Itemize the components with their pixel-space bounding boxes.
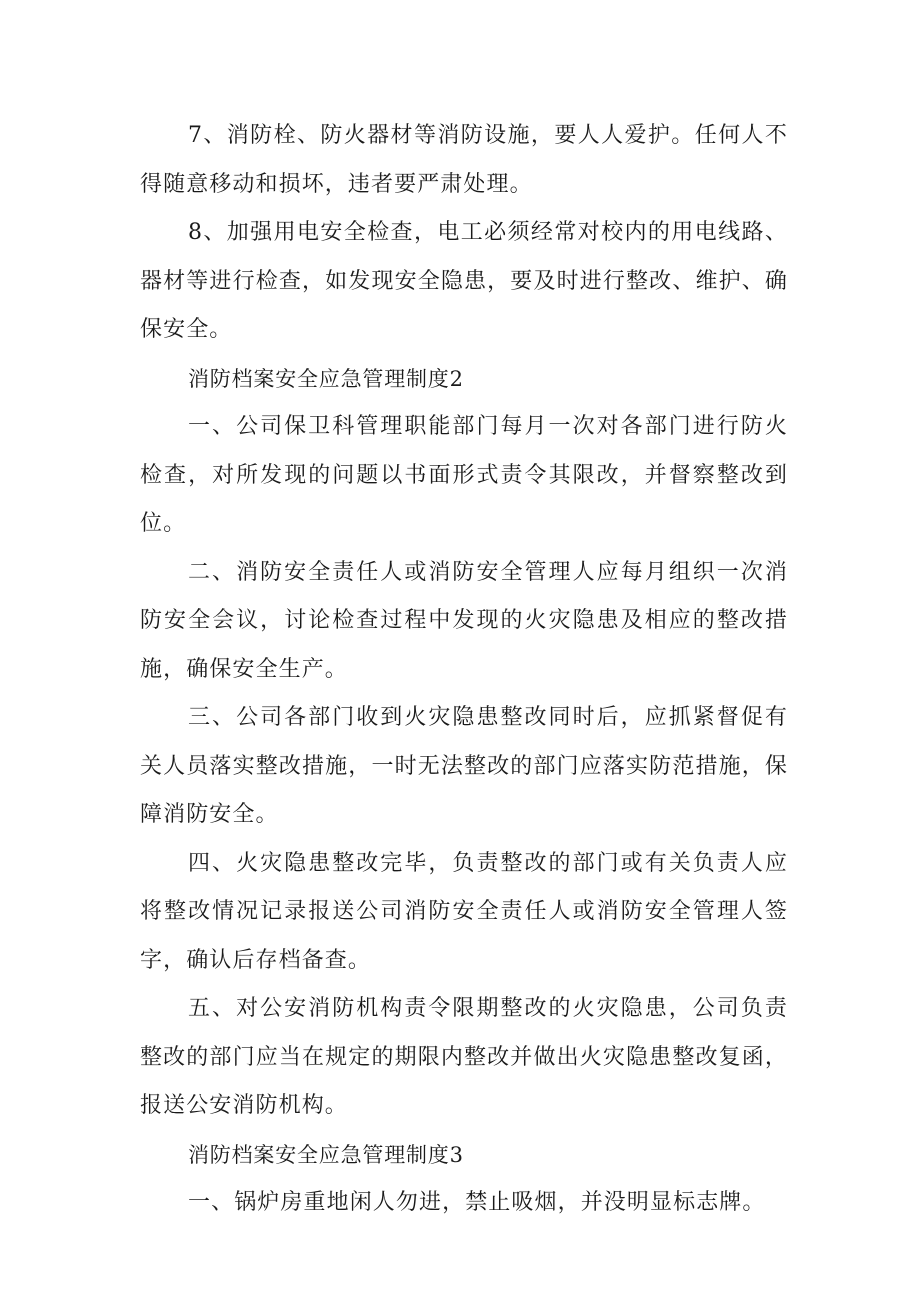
- paragraph-item-8: 8、加强用电安全检查，电工必须经常对校内的用电线路、器材等进行检查，如发现安全隐患，要及时进行整改、维护、确保安全。: [140, 220, 788, 342]
- paragraph-rule-3: 三、公司各部门收到火灾隐患整改同时后，应抓紧督促有关人员落实整改措施，一时无法整改的部门应落实防范措施，保障消防安全。: [140, 705, 788, 827]
- paragraph-boiler-rule-1: 一、锅炉房重地闲人勿进，禁止吸烟，并没明显标志牌。: [188, 1190, 766, 1215]
- section-heading-2: 消防档案安全应急管理制度2: [188, 366, 464, 391]
- paragraph-rule-2: 二、消防安全责任人或消防安全管理人应每月组织一次消防安全会议，讨论检查过程中发现的火灾隐患及相应的整改措施，确保安全生产。: [140, 559, 788, 682]
- document-body: [140, 112, 788, 1228]
- section-heading-3: 消防档案安全应急管理制度3: [188, 1142, 464, 1167]
- paragraph-rule-1: 一、公司保卫科管理职能部门每月一次对各部门进行防火检查，对所发现的问题以书面形式责令其限改，并督察整改到位。: [140, 414, 788, 536]
- paragraph-item-7: 7、消防栓、防火器材等消防设施，要人人爱护。任何人不得随意移动和损坏，违者要严肃处理。: [140, 123, 788, 197]
- paragraph-rule-5: 五、对公安消防机构责令限期整改的火灾隐患，公司负责整改的部门应当在规定的期限内整改并做出火灾隐患整改复函，报送公安消防机构。: [140, 996, 788, 1118]
- paragraph-rule-4: 四、火灾隐患整改完毕，负责整改的部门或有关负责人应将整改情况记录报送公司消防安全责任人或消防安全管理人签字，确认后存档备查。: [140, 850, 788, 973]
